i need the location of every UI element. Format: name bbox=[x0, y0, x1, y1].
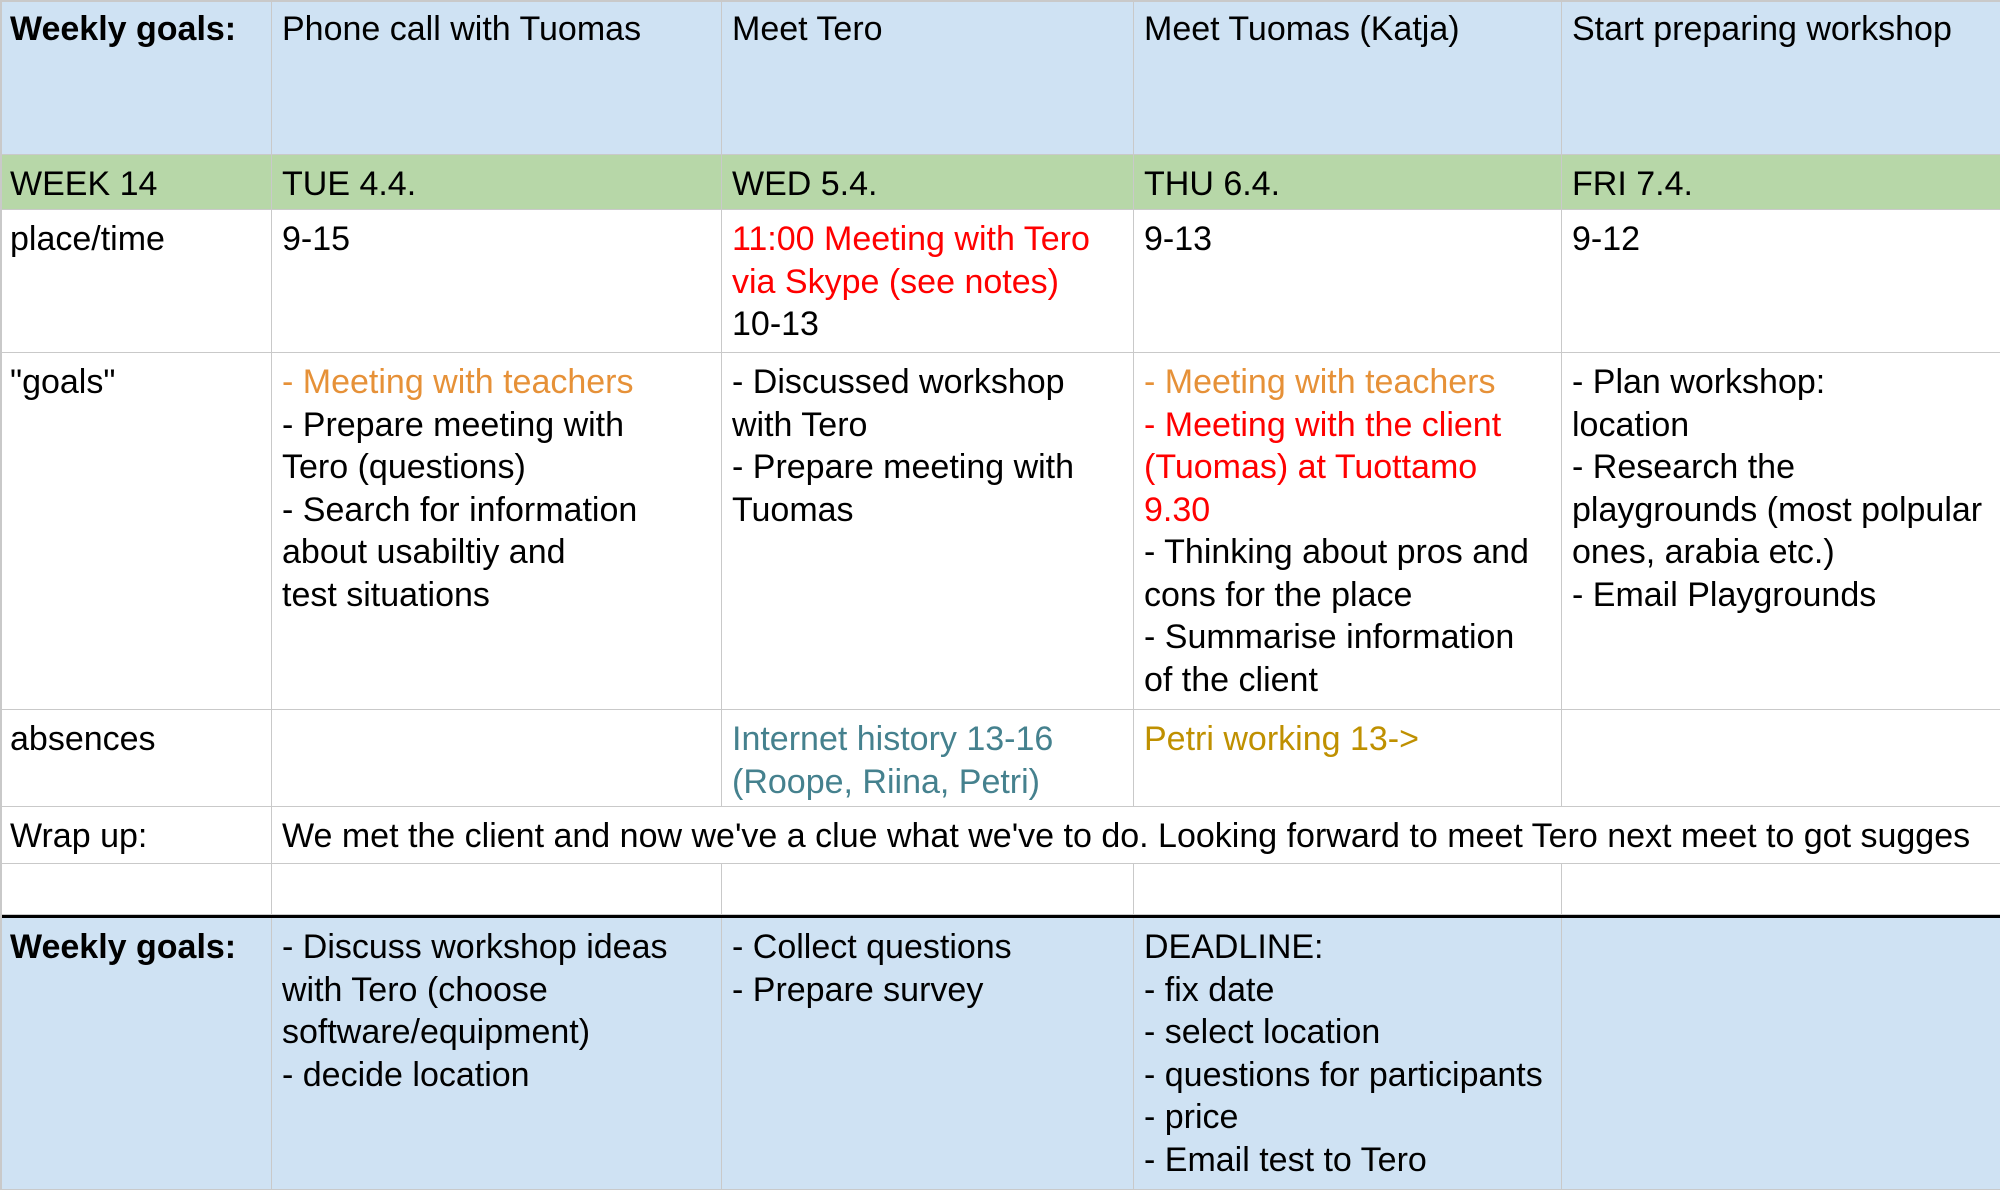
row-label-goals[interactable]: "goals" bbox=[0, 353, 272, 710]
row-label-week[interactable]: WEEK 14 bbox=[0, 155, 272, 210]
cell-absences-fri[interactable] bbox=[1562, 710, 2000, 807]
cell-wrap-up-text[interactable]: We met the client and now we've a clue what we've to do. Looking forward to meet Tero next meet to got sugges bbox=[272, 807, 2000, 864]
cell-weekly-goal-thu[interactable]: Meet Tuomas (Katja) bbox=[1134, 0, 1562, 155]
row-label-weekly-goals-next[interactable]: Weekly goals: bbox=[0, 918, 272, 1190]
top-border bbox=[0, 0, 2000, 2]
cell-goals-tue[interactable] bbox=[272, 353, 722, 710]
goal-highlight: - Meeting with teachers bbox=[1144, 363, 1496, 401]
empty-cell[interactable] bbox=[1134, 864, 1562, 915]
empty-cell[interactable] bbox=[1562, 864, 2000, 915]
cell-weekly-goal-fri[interactable]: Start preparing workshop bbox=[1562, 0, 2000, 155]
cell-goals-fri[interactable]: - Plan workshop: location - Research the playgrounds (most polpular ones, arabia etc.) - Email Playgrounds bbox=[1562, 353, 2000, 710]
cell-place-time-thu[interactable]: 9-13 bbox=[1134, 210, 1562, 353]
goal-text: - Prepare meeting with Tero (questions) - Search for information about usabiltiy and test situations bbox=[282, 405, 638, 614]
cell-day-fri[interactable]: FRI 7.4. bbox=[1562, 155, 2000, 210]
cell-absences-wed[interactable]: Internet history 13-16 (Roope, Riina, Petri) bbox=[722, 710, 1134, 807]
cell-day-thu[interactable]: THU 6.4. bbox=[1134, 155, 1562, 210]
goal-text: - Thinking about pros and cons for the place - Summarise information of the client bbox=[1144, 533, 1529, 699]
cell-weekly-goal-tue[interactable]: Phone call with Tuomas bbox=[272, 0, 722, 155]
goal-highlight: - Meeting with teachers bbox=[282, 363, 634, 401]
cell-day-wed[interactable]: WED 5.4. bbox=[722, 155, 1134, 210]
cell-next-goals-4[interactable] bbox=[1562, 918, 2000, 1190]
left-border bbox=[0, 0, 2, 1190]
cell-absences-tue[interactable] bbox=[272, 710, 722, 807]
section-divider bbox=[0, 915, 2000, 918]
cell-absences-thu[interactable]: Petri working 13-> bbox=[1134, 710, 1562, 807]
row-label-weekly-goals[interactable]: Weekly goals: bbox=[0, 0, 272, 155]
cell-next-goals-2[interactable]: - Collect questions - Prepare survey bbox=[722, 918, 1134, 1190]
cell-place-time-tue[interactable]: 9-15 bbox=[272, 210, 722, 353]
cell-next-goals-1[interactable]: - Discuss workshop ideas with Tero (choose software/equipment) - decide location bbox=[272, 918, 722, 1190]
cell-place-time-wed[interactable] bbox=[722, 210, 1134, 353]
empty-cell[interactable] bbox=[272, 864, 722, 915]
meeting-note: 11:00 Meeting with Tero via Skype (see notes) bbox=[732, 220, 1090, 301]
row-label-place-time[interactable]: place/time bbox=[0, 210, 272, 353]
empty-cell[interactable] bbox=[0, 864, 272, 915]
row-label-absences[interactable]: absences bbox=[0, 710, 272, 807]
cell-goals-thu[interactable] bbox=[1134, 353, 1562, 710]
row-label-wrap-up[interactable]: Wrap up: bbox=[0, 807, 272, 864]
cell-next-goals-3[interactable]: DEADLINE: - fix date - select location - questions for participants - price - Email test to Tero bbox=[1134, 918, 1562, 1190]
cell-goals-wed[interactable]: - Discussed workshop with Tero - Prepare meeting with Tuomas bbox=[722, 353, 1134, 710]
cell-weekly-goal-wed[interactable]: Meet Tero bbox=[722, 0, 1134, 155]
empty-cell[interactable] bbox=[722, 864, 1134, 915]
cell-place-time-fri[interactable]: 9-12 bbox=[1562, 210, 2000, 353]
time-text: 10-13 bbox=[732, 305, 819, 343]
goal-client-meeting: - Meeting with the client (Tuomas) at Tuottamo 9.30 bbox=[1144, 405, 1502, 529]
cell-day-tue[interactable]: TUE 4.4. bbox=[272, 155, 722, 210]
